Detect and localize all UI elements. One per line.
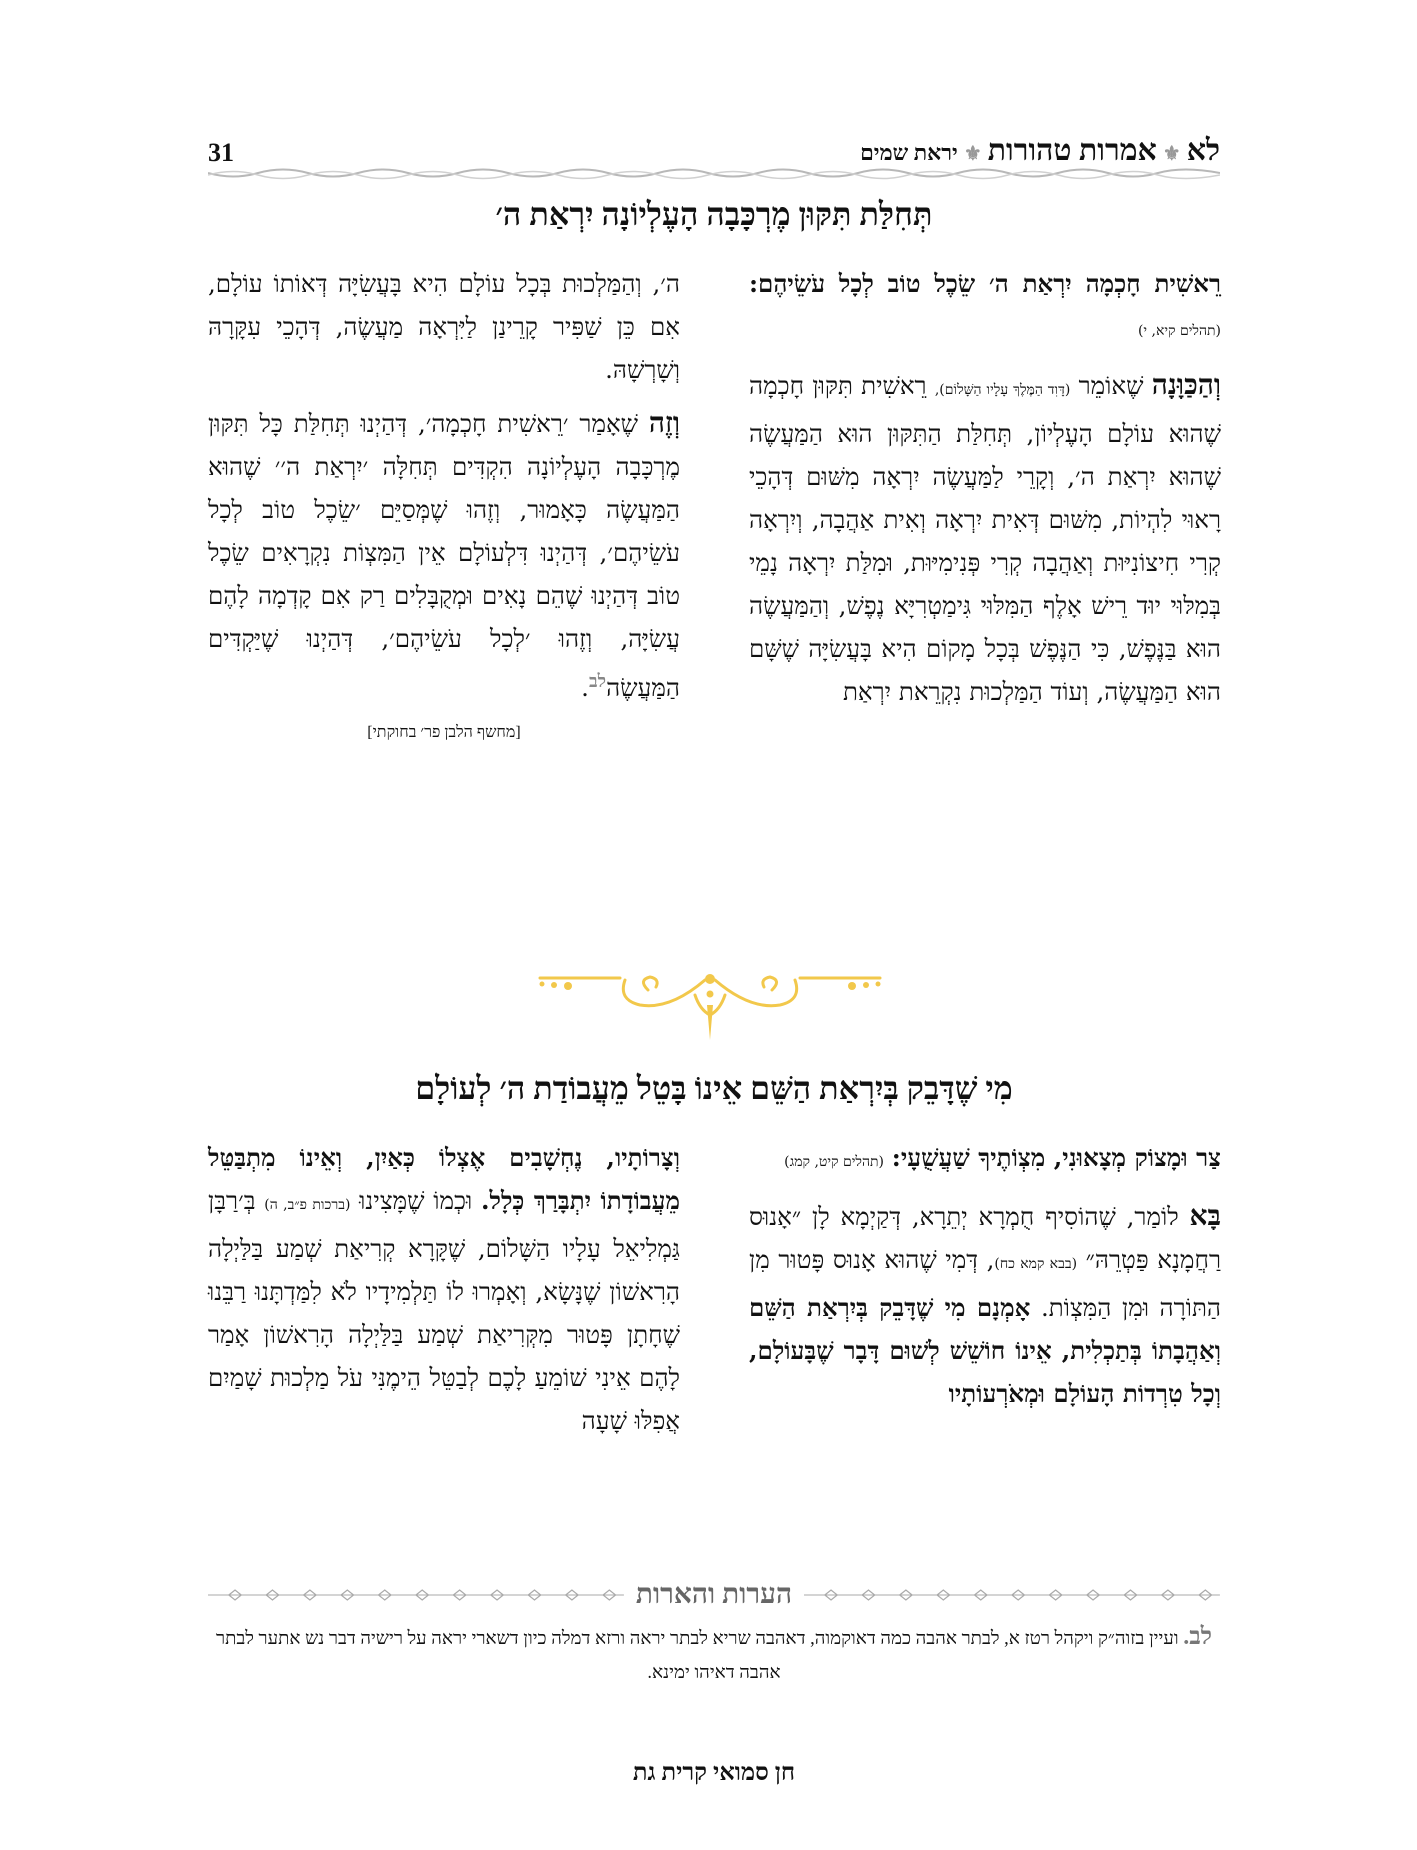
verse (749, 262, 1221, 353)
emphasized-text: וְצָרוֹתָיו, נֶחְשָׁבִים אֶצְלוֹ כְּאַיִן, וְאֵינוֹ מִתְבַּטֵּל מֵעֲבוֹדָתוֹ יִתְבָּרַךְ כְּלָל. (208, 1143, 681, 1215)
source-reference: (בבא קמא כח) (994, 1256, 1078, 1272)
section1-right-column (749, 262, 1221, 723)
running-head (208, 128, 1220, 168)
body-text: רֵאשִׁית תִּקּוּן חָכְמָה שֶׁהוּא עוֹלָם הָעֶלְיוֹן, תְּחִלַּת הַתִּקּוּן הוּא הַמַּעֲשֶׂה שֶׁהוּא יִרְאַת ה׳, וְקָרֵי לַמַּעֲשֶׂה יִרְאָה מִשּׁוּם דְּהָכֵי רָאוּי לִהְיוֹת, מִשּׁוּם דְּאִית יִרְאָה וְאִית אַהֲבָה, וְיִרְאָה קְרִי חִיצוֹנִיּוּת וְאַהֲבָה קְרִי פְּנִימִיּוּת, וּמִלַּת יִרְאָה נָמֵי בְּמִלּוּי יוּד רֵישׁ אָלֶף הַמִּלּוּי גִּימַטְרִיָּא נֶפֶשׁ, וְהַמַּעֲשֶׂה הוּא בַּנֶּפֶשׁ, כִּי הַנֶּפֶשׁ בְּכָל מָקוֹם הִיא בָּעֲשִׂיָּה שֶׁשָּׁם הוּא הַמַּעֲשֶׂה, וְעוֹד הַמַּלְכוּת נִקְרֵאת יִרְאַת (749, 371, 1221, 706)
paragraph (208, 401, 680, 709)
verse-text: רֵאשִׁית חָכְמָה יִרְאַת ה׳ שֵׂכֶל טוֹב לְכָל עֹשֵׂיהֶם: (749, 269, 1221, 298)
notes-divider (208, 1578, 1220, 1612)
footnote-text: ועיין בזוה״ק ויקהל רטז א, לבתר אהבה כמה דאוקמוה, דאהבה שריא לבתר יראה ורזא דמלה כיון דשארי יראה על רישיה דבר נש אתער לבתר אהבה דאיהו ימינא. (215, 1629, 1179, 1683)
paragraph: ה׳, וְהַמַּלְכוּת בְּכָל עוֹלָם הִיא בָּעֲשִׂיָּה דְּאוֹתוֹ עוֹלָם, אִם כֵּן שַׁפִּיר קָרֵינַן לַיִּרְאָה מַעֲשֶׂה, דְּהָכֵי עִקָּרָהּ וְשָׁרְשָׁהּ. (208, 269, 680, 384)
body-text: שֶׁאָמַר ׳רֵאשִׁית חָכְמָה׳, דְּהַיְנוּ תְּחִלַּת כָּל תִּקּוּן מֶרְכָּבָה הָעֶלְיוֹנָה הִקְדִּים תְּחִלָּה ׳יִרְאַת ה׳׳ שֶׁהוּא הַמַּעֲשֶׂה כָּאָמוּר, וְזֶהוּ שֶׁמְּסַיֵּם ׳שֵׂכֶל טוֹב לְכָל עֹשֵׂיהֶם׳, דְּהַיְנוּ דִּלְעוֹלָם אֵין הַמִּצְוֹת נִקְרָאִים שֵׂכֶל טוֹב דְּהַיְנוּ שֶׁהֵם נָאִים וּמְקֻבָּלִים רַק אִם קָדְמָה לָהֶם עֲשִׂיָּה, וְזֶהוּ ׳לְכָל עֹשֵׂיהֶם׳, דְּהַיְנוּ שֶׁיַּקְדִּים הַמַּעֲשֶׂה (208, 409, 680, 703)
text: שֶׁאוֹמֵר (1078, 371, 1144, 400)
period: . (581, 673, 589, 703)
body-text: , דְּמִי שֶׁהוּא אָנוּס פָּטוּר מִן הַתּוֹרָה וּמִן הַמִּצְוֹת. (749, 1245, 1221, 1322)
fleuron-icon: ⚜ (1162, 141, 1181, 165)
gold-flourish-ornament (530, 955, 890, 1045)
emphasized-text: אָמְנָם מִי שֶׁדָּבֵק בְּיִרְאַת הַשֵּׁם וְאַהֲבָתוֹ בְּתַכְלִית, אֵינוֹ חוֹשֵׁשׁ לְשׁוּם דָּבָר שֶׁבָּעוֹלָם, וְכָל טִרְדוֹת הָעוֹלָם וּמְאֹרְעוֹתָיו (749, 1293, 1221, 1408)
lead-word: וְזֶה (648, 406, 680, 439)
page-number: 31 (208, 138, 234, 167)
ornamental-rule (804, 1587, 1220, 1603)
verse-source: (תהלים קיט, קמג) (784, 1154, 884, 1170)
verse-text: צַר וּמָצוֹק מְצָאוּנִי, מִצְוֹתֶיךָ שַׁעֲשֻׁעָי: (891, 1143, 1221, 1172)
section-title: מִי שֶׁדָּבֵק בְּיִרְאַת הַשֵּׁם אֵינוֹ בָּטֵל מֵעֲבוֹדַת ה׳ לְעוֹלָם (415, 1070, 1013, 1106)
section1-left-column (208, 262, 680, 747)
paragraph (208, 1136, 680, 1442)
section2-right-column (749, 1136, 1221, 1425)
citation: [מחשף הלבן פר׳ בחוקתי] (367, 724, 521, 742)
speaker-note: (דָּוִד הַמֶּלֶךְ עָלָיו הַשָּׁלוֹם), (934, 382, 1071, 398)
body-text: לוֹמַר, שֶׁהוֹסִיף חֻמְרָא יְתֵרָא, דְּקַיְמָא לָן ״אָנוּס רַחֲמָנָא פַּטְרֵהּ״ (749, 1202, 1221, 1274)
header-scroll-rule (208, 166, 1220, 180)
paragraph (749, 363, 1221, 713)
running-head-title-group (860, 134, 1220, 168)
section2-left-column (208, 1136, 680, 1452)
paragraph (749, 1194, 1221, 1415)
lead-word: בָּא (1189, 1199, 1221, 1232)
footnote-mark: לב. (1183, 1624, 1212, 1650)
hebrew-page-number: לא (1186, 134, 1220, 167)
footnote (208, 1620, 1220, 1690)
section-title: תְּחִלַּת תִּקּוּן מֶרְכָּבָה הָעֶלְיוֹנָה יִרְאַת ה׳ (495, 196, 933, 232)
notes-title: הערות והארות (635, 1579, 793, 1610)
source-reference: (ברכות פ״ב, ה) (264, 1197, 351, 1213)
verse-source: (תהלים קיא, י) (1137, 323, 1221, 339)
section-name: יראת שמים (860, 140, 958, 165)
footnote-reference[interactable]: לב (588, 671, 607, 692)
body-text: וּכְמוֹ שֶׁמָּצִינוּ (359, 1186, 473, 1215)
ornamental-rule (208, 1587, 624, 1603)
body-text: בְּ׳רַבָּן גַּמְלִיאֵל עָלָיו הַשָּׁלוֹם, שֶׁקָּרָא קְרִיאַת שְׁמַע בַּלַּיְלָה הָרִאשׁוֹן שֶׁנָּשָׂא, וְאָמְרוּ לוֹ תַּלְמִידָיו לֹא לִמַּדְתָּנוּ רַבֵּנוּ שֶׁחָתָן פָּטוּר מִקְּרִיאַת שְׁמַע בַּלַּיְלָה הָרִאשׁוֹן אָמַר לָהֶם אֵינִי שׁוֹמֵעַ לָכֶם לְבַטֵּל הֵימֶנִּי עֹל מַלְכוּת שָׁמַיִם אֲפִלּוּ שָׁעָה (208, 1186, 680, 1435)
verse (749, 1136, 1221, 1184)
book-title: אמרות טהורות (987, 134, 1157, 167)
lead-word: וְהַכַּוָּנָה (1151, 368, 1222, 401)
fleuron-icon: ⚜ (963, 141, 982, 165)
page-footer: חן סמואי קרית גת (632, 1760, 796, 1786)
